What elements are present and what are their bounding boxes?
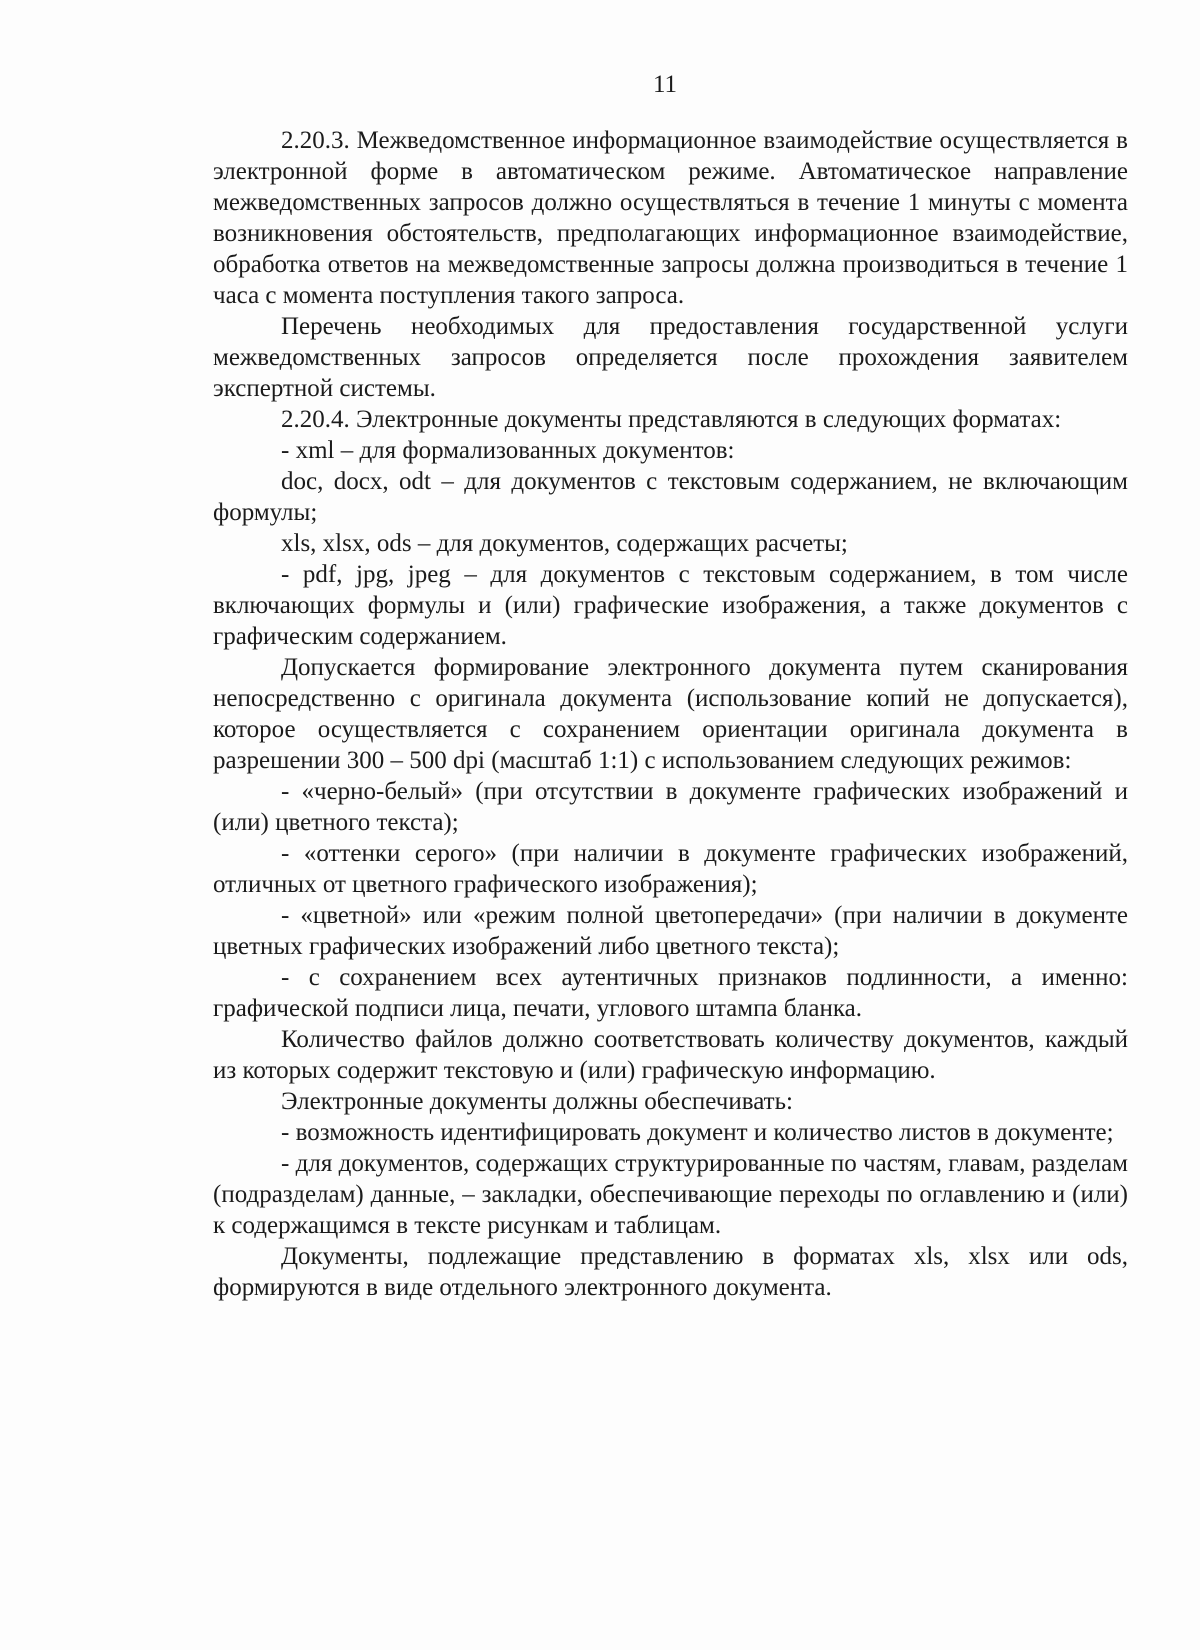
- paragraph-mode-bw: - «черно-белый» (при отсутствии в документе графических изображений и (или) цветного текста);: [213, 778, 1128, 836]
- paragraph-mode-grayscale: - «оттенки серого» (при наличии в документе графических изображений, отличных от цветного графического изображения);: [213, 840, 1128, 898]
- paragraph-format-pdf: - pdf, jpg, jpeg – для документов с текстовым содержанием, в том числе включающих формулы и (или) графические изображения, а также документов с графическим содержанием.: [213, 561, 1128, 650]
- page-number: 11: [652, 71, 678, 98]
- document-body: [213, 125, 1128, 1303]
- paragraph-2-20-4: 2.20.4. Электронные документы представляются в следующих форматах:: [281, 406, 1062, 433]
- paragraph-format-xls: xls, xlsx, ods – для документов, содержащих расчеты;: [281, 530, 848, 557]
- paragraph-identify: - возможность идентифицировать документ и количество листов в документе;: [281, 1119, 1114, 1146]
- paragraph-requests-list: Перечень необходимых для предоставления государственной услуги межведомственных запросов определяется после прохождения заявителем экспертной системы.: [213, 313, 1128, 402]
- paragraph-file-count: Количество файлов должно соответствовать количеству документов, каждый из которых содержит текстовую и (или) графическую информацию.: [213, 1026, 1128, 1084]
- paragraph-2-20-3: 2.20.3. Межведомственное информационное взаимодействие осуществляется в электронной форме в автоматическом режиме. Автоматическое направление межведомственных запросов должно осуществляться в течение 1 минуты с момента возникновения обстоятельств, предполагающих информационное взаимодействие, обработка ответов на межведомственные запросы должна производиться в течение 1 часа с момента поступления такого запроса.: [213, 127, 1128, 309]
- paragraph-requirements: Электронные документы должны обеспечивать:: [281, 1088, 793, 1115]
- paragraph-scanning: Допускается формирование электронного документа путем сканирования непосредственно с оригинала документа (использование копий не допускается), которое осуществляется с сохранением ориентации оригинала документа в разрешении 300 – 500 dpi (масштаб 1:1) с использованием следующих режимов:: [213, 654, 1128, 774]
- paragraph-mode-color: - «цветной» или «режим полной цветопередачи» (при наличии в документе цветных графических изображений либо цветного текста);: [213, 902, 1128, 960]
- paragraph-format-xml: - xml – для формализованных документов:: [281, 437, 735, 464]
- paragraph-spreadsheets: Документы, подлежащие представлению в форматах xls, xlsx или ods, формируются в виде отдельного электронного документа.: [213, 1243, 1128, 1301]
- paragraph-bookmarks: - для документов, содержащих структурированные по частям, главам, разделам (подразделам) данные, – закладки, обеспечивающие переходы по оглавлению и (или) к содержащимся в тексте рисункам и таблицам.: [213, 1150, 1128, 1239]
- paragraph-format-doc: doc, docx, odt – для документов с текстовым содержанием, не включающим формулы;: [213, 468, 1128, 526]
- paragraph-authenticity: - с сохранением всех аутентичных признаков подлинности, а именно: графической подписи лица, печати, углового штампа бланка.: [213, 964, 1128, 1022]
